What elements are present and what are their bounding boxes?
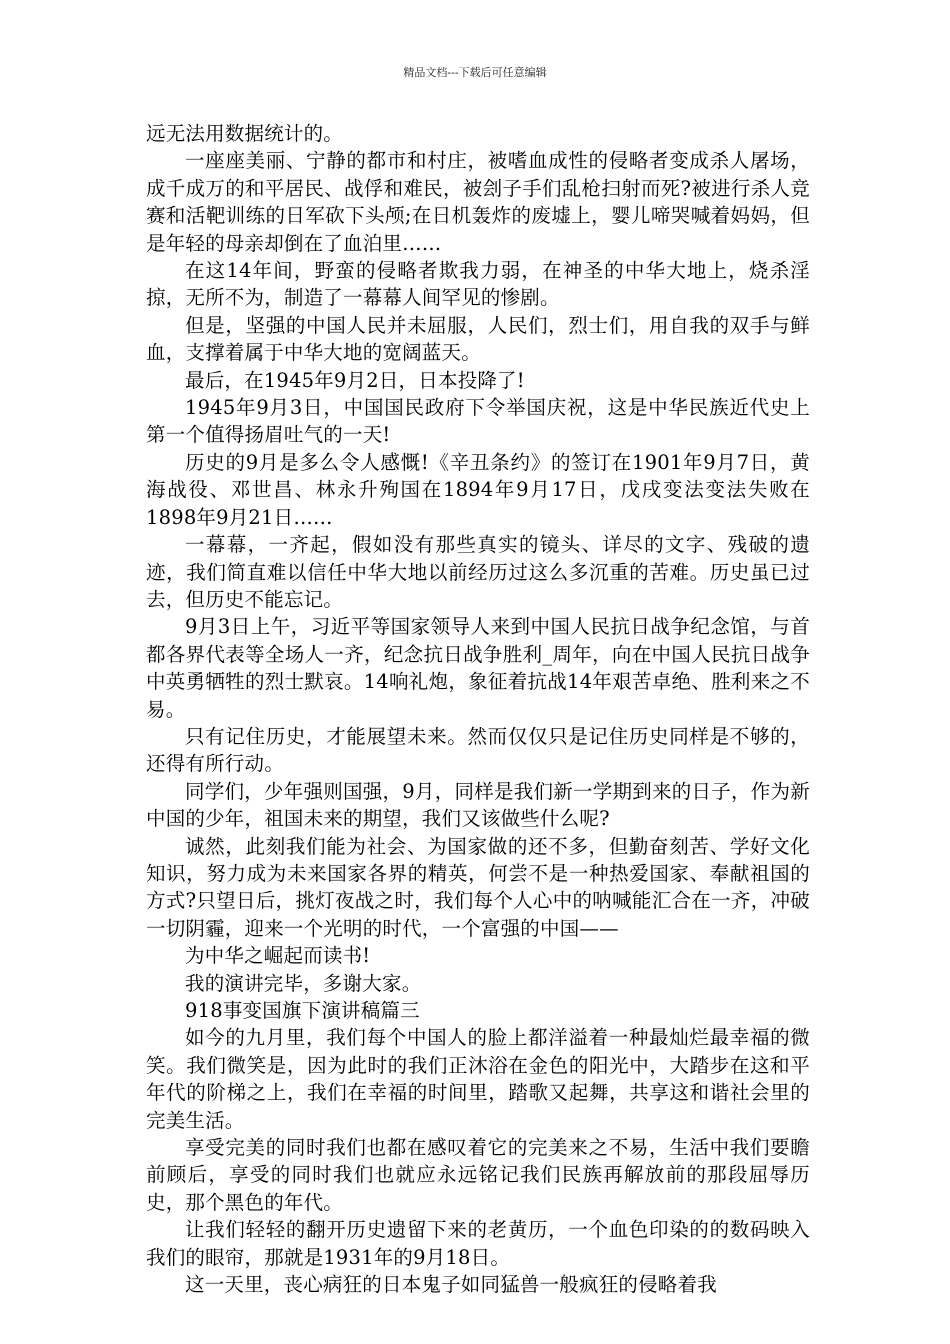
paragraph: 最后，在1945年9月2日，日本投降了!: [185, 368, 525, 392]
paragraph: 让我们轻轻的翻开历史遗留下来的老黄历，一个血色印染的的数码映入我们的眼帘，那就是1931年的9月18日。: [146, 1218, 810, 1269]
paragraph: 1945年9月3日，中国国民政府下令举国庆祝，这是中华民族近代史上第一个值得扬眉吐气的一天!: [146, 396, 810, 447]
paragraph: 我的演讲完毕，多谢大家。: [185, 971, 422, 995]
paragraph: 享受完美的同时我们也都在感叹着它的完美来之不易，生活中我们要瞻前顾后，享受的同时我们也就应永远铭记我们民族再解放前的那段屈辱历史，那个黑色的年代。: [146, 1136, 810, 1214]
paragraph: 诚然，此刻我们能为社会、为国家做的还不多，但勤奋刻苦、学好文化知识，努力成为未来国家各界的精英，何尝不是一种热爱国家、奉献祖国的方式?只望日后，挑灯夜战之时，我们每个人心中的呐喊能汇合在一齐，冲破一切阴霾，迎来一个光明的时代，一个富强的中国——: [146, 834, 810, 940]
paragraph: 9月3日上午，习近平等国家领导人来到中国人民抗日战争纪念馆，与首都各界代表等全场人一齐，纪念抗日战争胜利_周年，向在中国人民抗日战争中英勇牺牲的烈士默哀。14响礼炮，象征着抗战14年艰苦卓绝、胜利来之不易。: [146, 615, 810, 721]
paragraph: 在这14年间，野蛮的侵略者欺我力弱，在神圣的中华大地上，烧杀淫掠，无所不为，制造了一幕幕人间罕见的惨剧。: [146, 259, 810, 310]
page-header: 精品文档---下载后可任意编辑: [403, 66, 547, 79]
paragraph: 同学们，少年强则国强，9月，同样是我们新一学期到来的日子，作为新中国的少年，祖国未来的期望，我们又该做些什么呢?: [146, 779, 810, 831]
section-heading: 918事变国旗下演讲稿篇三: [185, 999, 420, 1022]
paragraph: 如今的九月里，我们每个中国人的脸上都洋溢着一种最灿烂最幸福的微笑。我们微笑是，因为此时的我们正沐浴在金色的阳光中，大踏步在这和平年代的阶梯之上，我们在幸福的时间里，踏歌又起舞，共享这和谐社会里的完美生活。: [146, 1026, 810, 1132]
paragraph: 但是，坚强的中国人民并未屈服，人民们，烈士们，用自我的双手与鲜血，支撑着属于中华大地的宽阔蓝天。: [146, 313, 810, 365]
document-body: [146, 120, 810, 1298]
paragraph: 只有记住历史，才能展望未来。然而仅仅只是记住历史同样是不够的，还得有所行动。: [146, 724, 810, 776]
paragraph: 为中华之崛起而读书!: [185, 944, 371, 968]
paragraph: 这一天里，丧心病狂的日本鬼子如同猛兽一般疯狂的侵略着我: [185, 1273, 717, 1297]
paragraph: 一座座美丽、宁静的都市和村庄，被嗜血成性的侵略者变成杀人屠场，成千成万的和平居民、战俘和难民，被刽子手们乱枪扫射而死?被进行杀人竞赛和活靶训练的日军砍下头颅;在日机轰炸的废墟上，婴儿啼哭喊着妈妈，但是年轻的母亲却倒在了血泊里……: [146, 149, 810, 255]
paragraph: 远无法用数据统计的。: [146, 122, 344, 145]
paragraph: 历史的9月是多么令人感慨!《辛丑条约》的签订在1901年9月7日，黄海战役、邓世昌、林永升殉国在1894年9月17日，戊戌变法变法失败在1898年9月21日……: [146, 450, 810, 529]
paragraph: 一幕幕，一齐起，假如没有那些真实的镜头、详尽的文字、残破的遗迹，我们简直难以信任中华大地以前经历过这么多沉重的苦难。历史虽已过去，但历史不能忘记。: [146, 533, 810, 611]
